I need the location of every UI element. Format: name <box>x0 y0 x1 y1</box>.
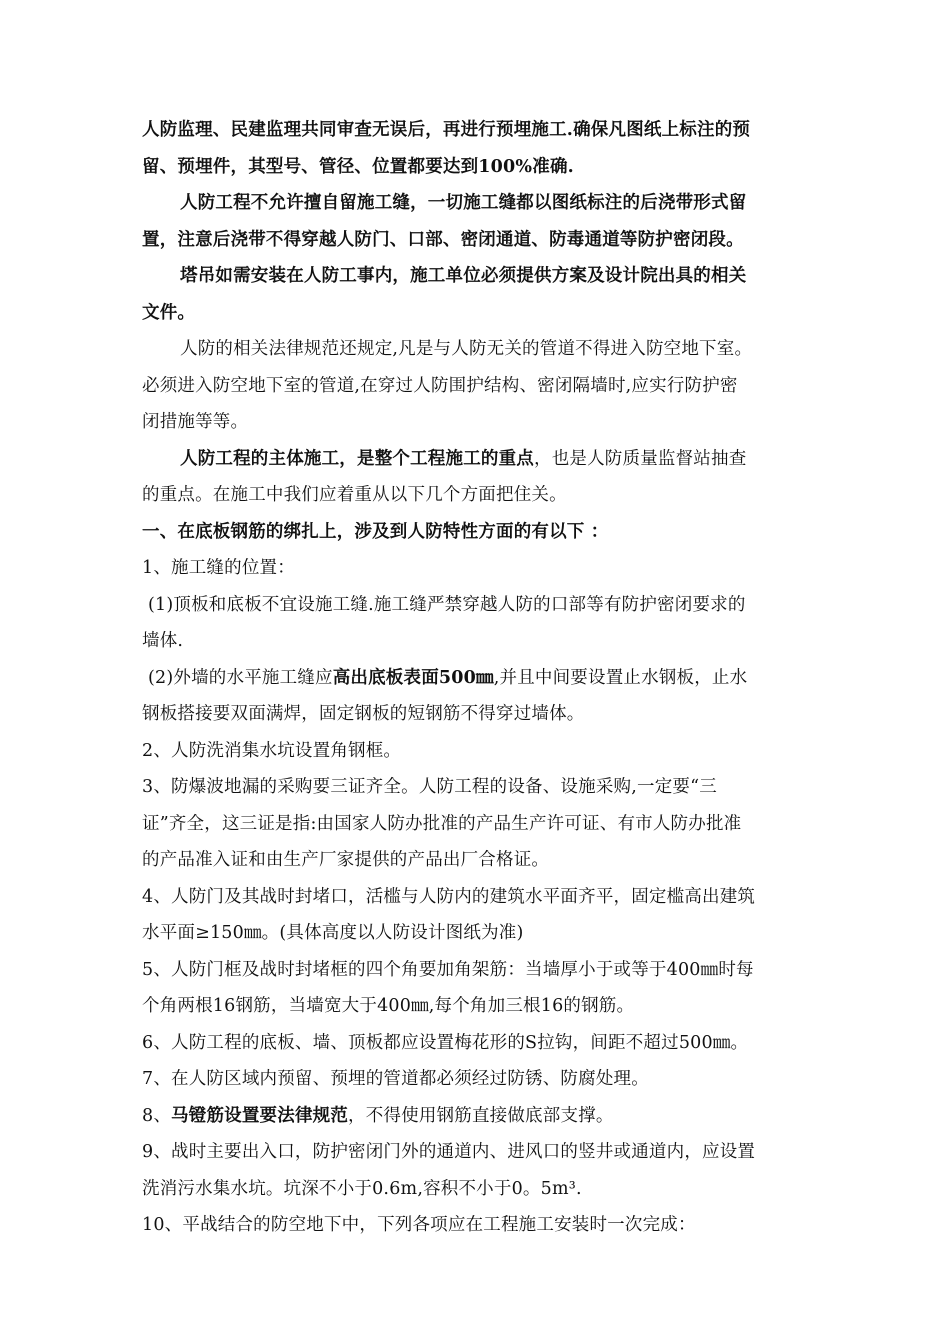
text-run: 高出底板表面500㎜ <box>332 667 494 688</box>
text-run: 墙体. <box>142 631 184 651</box>
paragraph <box>142 258 810 331</box>
text-run: 8、 <box>142 1105 172 1126</box>
text-line <box>142 623 810 660</box>
text-run: 的产品准入证和由生产厂家提供的产品出厂合格证。 <box>142 850 550 870</box>
text-run: 4、人防门及其战时封堵口，活槛与人防内的建筑水平面齐平，固定槛高出建筑 <box>142 886 756 907</box>
text-run: 人防工程的主体施工，是整个工程施工的重点 <box>180 448 534 469</box>
text-line <box>142 550 810 587</box>
text-run: 钢板搭接要双面满焊，固定钢板的短钢筋不得穿过墙体。 <box>142 704 585 724</box>
text-line <box>142 1207 810 1244</box>
text-run: 水平面≥150㎜。(具体高度以人防设计图纸为准) <box>142 923 524 943</box>
text-run: 的重点。在施工中我们应着重从以下几个方面把住关。 <box>142 485 567 505</box>
paragraph <box>142 550 810 587</box>
paragraph <box>142 331 810 441</box>
text-line <box>142 295 810 332</box>
paragraph <box>142 1025 810 1062</box>
text-line <box>142 404 810 441</box>
text-line <box>142 185 810 222</box>
text-line <box>142 806 810 843</box>
text-line <box>142 879 810 916</box>
paragraph <box>142 952 810 1025</box>
paragraph <box>142 185 810 258</box>
text-line <box>142 1098 810 1135</box>
text-run: 3、防爆波地漏的采购要三证齐全。人防工程的设备、设施采购,一定要“三 <box>142 777 717 797</box>
text-run: 一、在底板钢筋的绑扎上，涉及到人防特性方面的有以下 ： <box>142 521 609 542</box>
text-line <box>142 660 810 697</box>
text-run: 9、战时主要出入口，防护密闭门外的通道内、进风口的竖井或通道内，应设置 <box>142 1142 756 1162</box>
paragraph <box>142 112 810 185</box>
text-run: ，也是人防质量监督站抽查 <box>534 448 747 469</box>
paragraph <box>142 1098 810 1135</box>
text-run: 证”齐全，这三证是指:由国家人防办批准的产品生产许可证、有市人防办批准 <box>142 813 742 834</box>
paragraph <box>142 879 810 952</box>
text-run: 塔吊如需安装在人防工事内，施工单位必须提供方案及设计院出具的相关 <box>180 266 747 286</box>
text-run: (2)外墙的水平施工缝应 <box>148 667 333 688</box>
text-line <box>142 258 810 295</box>
text-line <box>142 477 810 514</box>
text-line <box>142 112 810 149</box>
text-run: 7、在人防区域内预留、预埋的管道都必须经过防锈、防腐处理。 <box>142 1069 649 1089</box>
paragraph <box>142 660 810 733</box>
text-line <box>142 988 810 1025</box>
text-run: 人防监理、民建监理共同审查无误后，再进行预埋施工.确保凡图纸上标注的预 <box>142 120 751 140</box>
text-line <box>142 769 810 806</box>
paragraph <box>142 733 810 770</box>
text-run: 5、人防门框及战时封堵框的四个角要加角架筋：当墙厚小于或等于400㎜时每 <box>142 959 754 980</box>
text-line <box>142 1025 810 1062</box>
text-run: 文件。 <box>142 302 196 323</box>
text-run: 人防的相关法律规范还规定,凡是与人防无关的管道不得进入防空地下室。 <box>180 339 753 359</box>
text-run: 1、施工缝的位置： <box>142 558 295 578</box>
paragraph <box>142 1207 810 1244</box>
text-line <box>142 587 810 624</box>
text-run: (1)顶板和底板不宜设施工缝.施工缝严禁穿越人防的口部等有防护密闭要求的 <box>148 594 746 615</box>
text-run: 人防工程不允许擅自留施工缝，一切施工缝都以图纸标注的后浇带形式留 <box>180 193 747 213</box>
text-run: 马镫筋设置要法律规范 <box>171 1105 349 1126</box>
paragraph <box>142 769 810 879</box>
paragraph <box>142 1134 810 1207</box>
paragraph <box>142 1061 810 1098</box>
text-run: 必须进入防空地下室的管道,在穿过人防围护结构、密闭隔墙时,应实行防护密 <box>142 375 738 396</box>
text-line <box>142 733 810 770</box>
text-line <box>142 1061 810 1098</box>
document-page <box>142 112 810 1244</box>
text-line <box>142 441 810 478</box>
text-line <box>142 842 810 879</box>
text-line <box>142 149 810 186</box>
text-run: 置，注意后浇带不得穿越人防门、口部、密闭通道、防毒通道等防护密闭段。 <box>142 229 744 250</box>
text-run: ,并且中间要设置止水钢板，止水 <box>493 667 748 688</box>
text-run: 个角两根16钢筋，当墙宽大于400㎜,每个角加三根16的钢筋。 <box>142 996 635 1016</box>
text-line <box>142 1134 810 1171</box>
text-run: ，不得使用钢筋直接做底部支撑。 <box>348 1105 614 1126</box>
text-run: 2、人防洗消集水坑设置角钢框。 <box>142 740 402 761</box>
text-line <box>142 696 810 733</box>
text-run: 洗消污水集水坑。坑深不小于0.6m,容积不小于0。5m³. <box>142 1178 582 1199</box>
text-run: 10、平战结合的防空地下中，下列各项应在工程施工安装时一次完成： <box>142 1215 696 1235</box>
text-run: 6、人防工程的底板、墙、顶板都应设置梅花形的S拉钩，间距不超过500㎜。 <box>142 1032 749 1053</box>
text-run: 闭措施等等。 <box>142 412 249 432</box>
text-line <box>142 222 810 259</box>
text-line <box>142 514 810 551</box>
text-line <box>142 952 810 989</box>
paragraph <box>142 514 810 551</box>
text-line <box>142 1171 810 1208</box>
text-line <box>142 915 810 952</box>
text-line <box>142 331 810 368</box>
text-line <box>142 368 810 405</box>
paragraph <box>142 587 810 660</box>
paragraph <box>142 441 810 514</box>
text-run: 留、预埋件，其型号、管径、位置都要达到100%准确. <box>142 156 574 177</box>
